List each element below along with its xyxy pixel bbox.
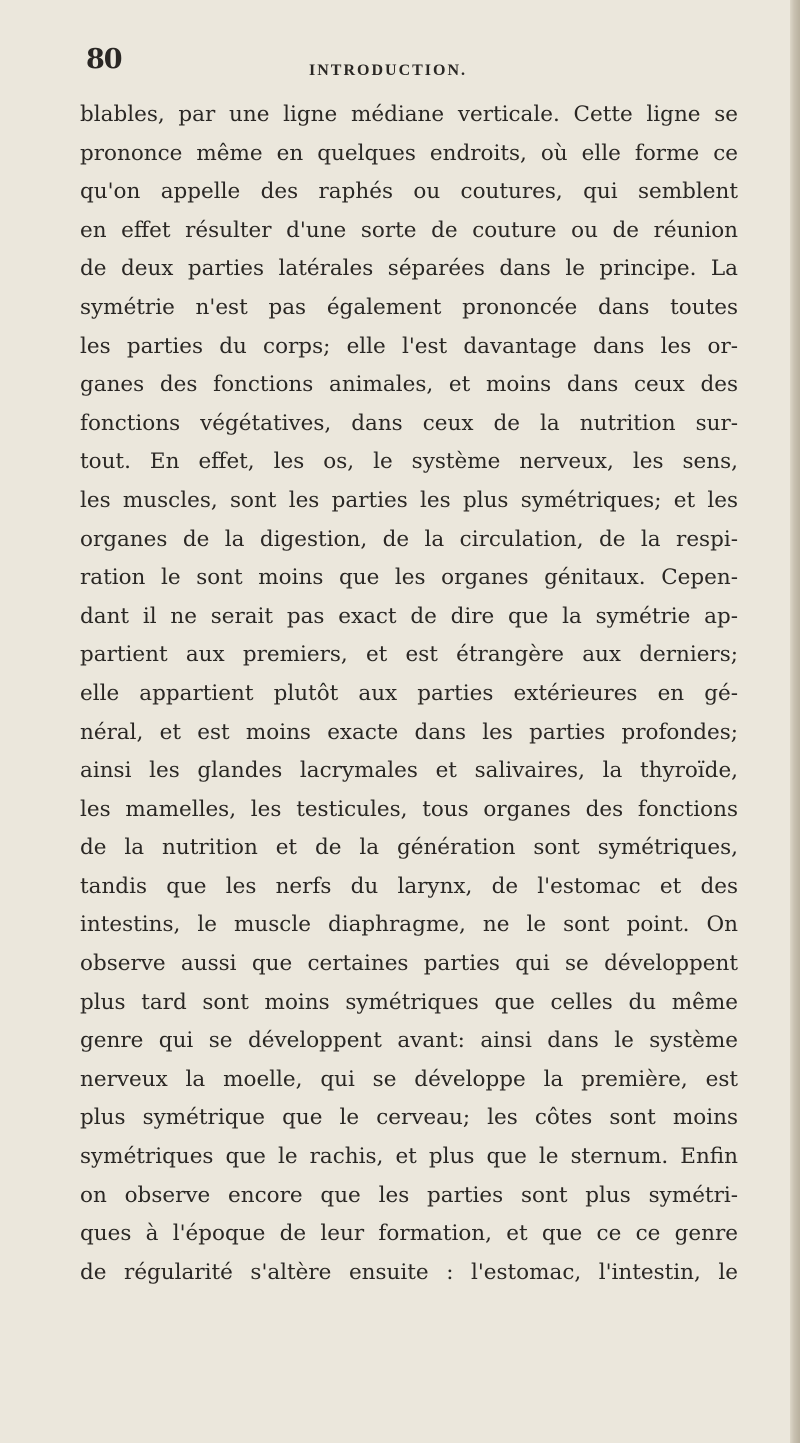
text-line: partient aux premiers, et est étrangère aux derniers; xyxy=(80,642,738,668)
text-line: fonctions végétatives, dans ceux de la nutrition sur- xyxy=(80,410,738,436)
text-line: ganes des fonctions animales, et moins dans ceux des xyxy=(80,372,738,398)
page-number: 80 xyxy=(86,44,122,75)
text-line: observe aussi que certaines parties qui se développent xyxy=(80,951,738,977)
text-line: ainsi les glandes lacrymales et salivaires, la thyroïde, xyxy=(80,758,738,784)
text-line: organes de la digestion, de la circulation, de la respi- xyxy=(80,526,738,552)
text-line: symétrie n'est pas également prononcée dans toutes xyxy=(80,294,738,320)
text-line: plus symétrique que le cerveau; les côtes sont moins xyxy=(80,1105,738,1131)
text-line: les parties du corps; elle l'est davantage dans les or- xyxy=(80,333,738,359)
page-header xyxy=(86,44,776,84)
body-text xyxy=(80,96,738,1292)
text-line: en effet résulter d'une sorte de couture ou de réunion xyxy=(80,217,738,243)
text-line: de la nutrition et de la génération sont symétriques, xyxy=(80,835,738,861)
text-line: ques à l'époque de leur formation, et que ce ce genre xyxy=(80,1221,738,1247)
text-line: symétriques que le rachis, et plus que le sternum. Enfin xyxy=(80,1144,738,1170)
text-line: tandis que les nerfs du larynx, de l'estomac et des xyxy=(80,873,738,899)
text-line: tout. En effet, les os, le système nerveux, les sens, xyxy=(80,449,738,475)
text-line: de deux parties latérales séparées dans le principe. La xyxy=(80,256,738,282)
text-line: prononce même en quelques endroits, où elle forme ce xyxy=(80,140,738,166)
text-line: on observe encore que les parties sont plus symétri- xyxy=(80,1182,738,1208)
text-line: blables, par une ligne médiane verticale. Cette ligne se xyxy=(80,102,738,127)
text-line: plus tard sont moins symétriques que celles du même xyxy=(80,989,738,1015)
text-line: ration le sont moins que les organes génitaux. Cepen- xyxy=(80,565,738,591)
text-line: de régularité s'altère ensuite : l'estomac, l'intestin, le xyxy=(80,1259,738,1285)
text-line: qu'on appelle des raphés ou coutures, qui semblent xyxy=(80,179,738,205)
text-line: nerveux la moelle, qui se développe la première, est xyxy=(80,1066,738,1092)
text-line: intestins, le muscle diaphragme, ne le sont point. On xyxy=(80,912,738,938)
text-line: genre qui se développent avant: ainsi dans le système xyxy=(80,1028,738,1054)
page-edge-shadow xyxy=(790,0,800,1443)
running-head: INTRODUCTION. xyxy=(309,62,468,79)
text-line: dant il ne serait pas exact de dire que la symétrie ap- xyxy=(80,603,738,629)
text-line: néral, et est moins exacte dans les parties profondes; xyxy=(80,719,738,745)
text-line: les mamelles, les testicules, tous organes des fonctions xyxy=(80,796,738,822)
text-line: les muscles, sont les parties les plus symétriques; et les xyxy=(80,487,738,513)
text-line: elle appartient plutôt aux parties extérieures en gé- xyxy=(80,680,738,706)
